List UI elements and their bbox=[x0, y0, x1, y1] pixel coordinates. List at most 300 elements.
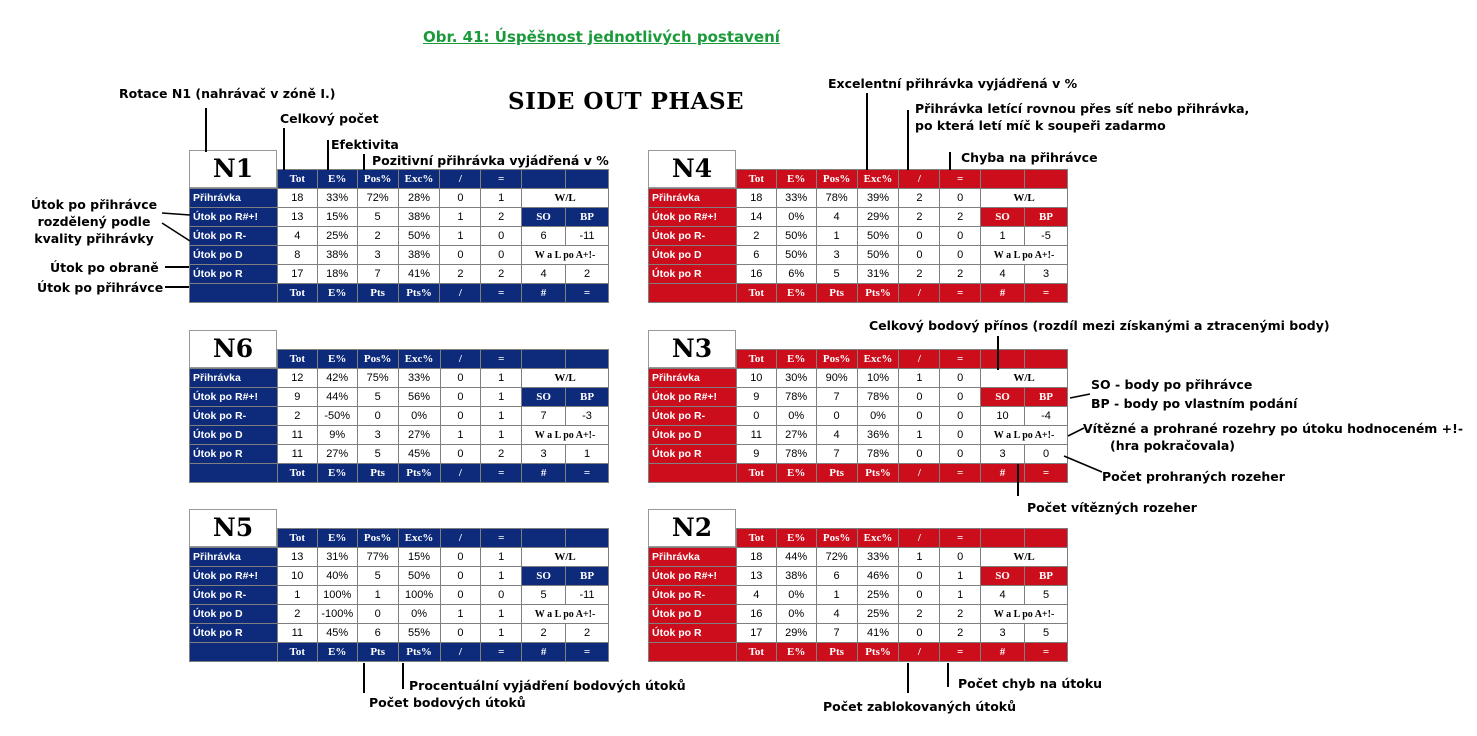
pointer-line bbox=[363, 154, 365, 170]
table-row bbox=[190, 265, 609, 284]
table-cell: 10 bbox=[277, 567, 317, 586]
wl-label: W/L bbox=[522, 189, 609, 208]
column-footer: / bbox=[440, 643, 481, 662]
table-cell: 7 bbox=[357, 265, 398, 284]
column-footer: Pts bbox=[816, 643, 857, 662]
annotation-line: Útok po přihrávce bbox=[30, 197, 158, 212]
table-cell: 0% bbox=[776, 208, 816, 227]
table-cell: 0 bbox=[899, 407, 940, 426]
losses-value: 5 bbox=[1025, 624, 1068, 643]
table-row bbox=[190, 567, 609, 586]
so-value: 10 bbox=[981, 407, 1025, 426]
rotation-name: N1 bbox=[189, 150, 277, 188]
table-cell: 33% bbox=[317, 189, 357, 208]
column-header: E% bbox=[776, 350, 816, 369]
figure-title: Obr. 41: Úspěšnost jednotlivých postavení bbox=[423, 28, 780, 46]
table-cell: 0 bbox=[736, 407, 776, 426]
table-cell: 13 bbox=[736, 567, 776, 586]
table-cell: 5 bbox=[816, 265, 857, 284]
column-header: = bbox=[481, 170, 522, 189]
column-footer: Tot bbox=[277, 284, 317, 303]
table-cell: 7 bbox=[816, 624, 857, 643]
table-cell: 15% bbox=[317, 208, 357, 227]
losses-value: 0 bbox=[1025, 445, 1068, 464]
bp-header: BP bbox=[1025, 388, 1068, 407]
rotation-name: N3 bbox=[648, 330, 736, 368]
table-cell: 0 bbox=[940, 445, 981, 464]
column-header: Pos% bbox=[816, 350, 857, 369]
column-footer: E% bbox=[776, 643, 816, 662]
table-cell: 38% bbox=[776, 567, 816, 586]
table-cell: 1 bbox=[481, 189, 522, 208]
table-cell: 1 bbox=[357, 586, 398, 605]
table-cell: 11 bbox=[277, 624, 317, 643]
table-cell: 78% bbox=[776, 388, 816, 407]
column-footer: E% bbox=[317, 464, 357, 483]
table-cell: 10% bbox=[857, 369, 899, 388]
annotation-bp: BP - body po vlastním podání bbox=[1091, 396, 1298, 411]
header-spacer bbox=[649, 170, 737, 189]
footer-spacer bbox=[190, 643, 278, 662]
column-footer: E% bbox=[776, 284, 816, 303]
so-header: SO bbox=[981, 208, 1025, 227]
pointer-line bbox=[402, 663, 404, 689]
table-cell: 39% bbox=[857, 189, 899, 208]
header-blank bbox=[566, 529, 609, 548]
table-cell: 11 bbox=[277, 426, 317, 445]
table-cell: 27% bbox=[776, 426, 816, 445]
row-label: Přihrávka bbox=[649, 369, 737, 388]
row-label: Útok po D bbox=[649, 605, 737, 624]
table-cell: 2 bbox=[440, 265, 481, 284]
column-header: Pos% bbox=[357, 529, 398, 548]
losses-value: 1 bbox=[566, 445, 609, 464]
table-cell: 6 bbox=[736, 246, 776, 265]
pointer-line bbox=[907, 663, 909, 693]
table-cell: 4 bbox=[816, 208, 857, 227]
table-cell: 9 bbox=[736, 388, 776, 407]
table-cell: 0 bbox=[481, 227, 522, 246]
table-cell: 15% bbox=[398, 548, 440, 567]
rotation-name: N5 bbox=[189, 509, 277, 547]
table-cell: 44% bbox=[776, 548, 816, 567]
footer-spacer bbox=[190, 464, 278, 483]
table-cell: 6 bbox=[357, 624, 398, 643]
row-label: Útok po R#+! bbox=[190, 567, 278, 586]
pointer-line bbox=[947, 663, 949, 687]
column-header: / bbox=[440, 350, 481, 369]
table-cell: 2 bbox=[940, 208, 981, 227]
table-cell: 100% bbox=[317, 586, 357, 605]
table-row bbox=[190, 445, 609, 464]
so-header: SO bbox=[522, 388, 566, 407]
table-cell: 18% bbox=[317, 265, 357, 284]
table-cell: 2 bbox=[899, 208, 940, 227]
column-header: Tot bbox=[277, 350, 317, 369]
table-cell: 1 bbox=[816, 227, 857, 246]
table-cell: 11 bbox=[736, 426, 776, 445]
so-header: SO bbox=[522, 567, 566, 586]
table-cell: 1 bbox=[481, 567, 522, 586]
table-row bbox=[649, 445, 1068, 464]
row-label: Útok po R#+! bbox=[190, 388, 278, 407]
table-cell: 0% bbox=[398, 605, 440, 624]
table-cell: 50% bbox=[398, 567, 440, 586]
column-footer: = bbox=[566, 643, 609, 662]
table-row bbox=[190, 208, 609, 227]
rotation-name: N2 bbox=[648, 509, 736, 547]
table-cell: 2 bbox=[899, 265, 940, 284]
column-footer: # bbox=[981, 284, 1025, 303]
table-cell: 50% bbox=[776, 246, 816, 265]
table-cell: 0 bbox=[899, 624, 940, 643]
table-cell: 0 bbox=[440, 388, 481, 407]
table-cell: 4 bbox=[816, 605, 857, 624]
row-label: Útok po R- bbox=[190, 407, 278, 426]
bp-value: -5 bbox=[1025, 227, 1068, 246]
column-header: / bbox=[899, 170, 940, 189]
table-cell: 100% bbox=[398, 586, 440, 605]
table-cell: 72% bbox=[816, 548, 857, 567]
column-footer: = bbox=[940, 464, 981, 483]
wl-label: W/L bbox=[981, 369, 1068, 388]
table-cell: 0 bbox=[899, 246, 940, 265]
table-row bbox=[649, 605, 1068, 624]
table-row bbox=[649, 388, 1068, 407]
column-header: = bbox=[940, 170, 981, 189]
table-cell: 41% bbox=[398, 265, 440, 284]
panel-n6 bbox=[189, 330, 609, 490]
column-header: E% bbox=[776, 170, 816, 189]
column-header: = bbox=[481, 529, 522, 548]
stats-table bbox=[648, 349, 1068, 483]
annotation-so: SO - body po přihrávce bbox=[1091, 377, 1253, 392]
column-footer: Tot bbox=[736, 464, 776, 483]
wins-value: 3 bbox=[981, 445, 1025, 464]
column-footer: # bbox=[981, 464, 1025, 483]
column-header: E% bbox=[317, 529, 357, 548]
bp-header: BP bbox=[566, 567, 609, 586]
annotation-viteznych: Počet vítězných rozeher bbox=[1027, 500, 1197, 515]
table-cell: 0 bbox=[481, 246, 522, 265]
column-header: Exc% bbox=[857, 350, 899, 369]
bp-value: -11 bbox=[566, 227, 609, 246]
table-cell: 0% bbox=[776, 605, 816, 624]
pointer-line bbox=[363, 663, 365, 693]
column-footer: Pts bbox=[816, 284, 857, 303]
table-cell: 9 bbox=[277, 388, 317, 407]
table-cell: 5 bbox=[357, 208, 398, 227]
panel-n4 bbox=[648, 150, 1068, 310]
column-footer: = bbox=[481, 284, 522, 303]
column-footer: Pts% bbox=[857, 284, 899, 303]
column-footer: Tot bbox=[736, 643, 776, 662]
table-cell: 0 bbox=[440, 369, 481, 388]
page-title: SIDE OUT PHASE bbox=[508, 88, 745, 115]
column-header: Exc% bbox=[857, 529, 899, 548]
so-value: 5 bbox=[522, 586, 566, 605]
column-header: Pos% bbox=[816, 170, 857, 189]
table-cell: 2 bbox=[481, 445, 522, 464]
table-cell: 18 bbox=[277, 189, 317, 208]
column-footer: = bbox=[940, 643, 981, 662]
table-cell: 2 bbox=[357, 227, 398, 246]
so-value: 1 bbox=[981, 227, 1025, 246]
table-cell: 1 bbox=[816, 586, 857, 605]
annotation-vitezne-2: (hra pokračovala) bbox=[1110, 438, 1236, 453]
table-cell: 0% bbox=[398, 407, 440, 426]
table-row bbox=[649, 586, 1068, 605]
pointer-line bbox=[283, 128, 285, 170]
table-cell: 36% bbox=[857, 426, 899, 445]
table-row bbox=[649, 246, 1068, 265]
pointer-arrow bbox=[1068, 390, 1092, 404]
wins-value: 4 bbox=[981, 265, 1025, 284]
column-footer: Pts bbox=[357, 464, 398, 483]
table-cell: 90% bbox=[816, 369, 857, 388]
table-cell: 2 bbox=[277, 605, 317, 624]
column-header: Exc% bbox=[857, 170, 899, 189]
table-cell: 50% bbox=[857, 246, 899, 265]
table-row bbox=[190, 246, 609, 265]
panel-n5 bbox=[189, 509, 609, 669]
column-footer: = bbox=[481, 464, 522, 483]
header-blank bbox=[566, 350, 609, 369]
table-cell: 7 bbox=[816, 388, 857, 407]
pointer-line bbox=[1017, 464, 1019, 496]
table-cell: 0% bbox=[776, 407, 816, 426]
table-footer bbox=[190, 643, 609, 662]
table-cell: 0 bbox=[440, 246, 481, 265]
column-footer: / bbox=[440, 464, 481, 483]
table-cell: 45% bbox=[398, 445, 440, 464]
column-header: Exc% bbox=[398, 350, 440, 369]
table-cell: 1 bbox=[481, 426, 522, 445]
table-footer bbox=[649, 284, 1068, 303]
header-blank bbox=[1025, 529, 1068, 548]
table-cell: 0 bbox=[816, 407, 857, 426]
row-label: Útok po R- bbox=[649, 586, 737, 605]
table-cell: 1 bbox=[481, 548, 522, 567]
bp-header: BP bbox=[1025, 567, 1068, 586]
table-cell: 1 bbox=[899, 369, 940, 388]
so-value: 4 bbox=[981, 586, 1025, 605]
table-row bbox=[190, 388, 609, 407]
table-cell: 0 bbox=[899, 567, 940, 586]
header-spacer bbox=[649, 529, 737, 548]
table-cell: 44% bbox=[317, 388, 357, 407]
column-footer: = bbox=[940, 284, 981, 303]
column-header: Tot bbox=[736, 170, 776, 189]
table-header bbox=[190, 350, 609, 369]
table-row bbox=[190, 189, 609, 208]
table-cell: 33% bbox=[857, 548, 899, 567]
table-row bbox=[649, 567, 1068, 586]
table-cell: 0 bbox=[940, 369, 981, 388]
table-cell: 56% bbox=[398, 388, 440, 407]
row-label: Přihrávka bbox=[649, 548, 737, 567]
table-footer bbox=[190, 284, 609, 303]
column-header: / bbox=[440, 170, 481, 189]
table-cell: 13 bbox=[277, 548, 317, 567]
table-cell: 78% bbox=[816, 189, 857, 208]
table-cell: 3 bbox=[357, 246, 398, 265]
column-footer: = bbox=[566, 464, 609, 483]
column-footer: = bbox=[1025, 464, 1068, 483]
column-header: Exc% bbox=[398, 170, 440, 189]
footer-spacer bbox=[649, 284, 737, 303]
table-cell: 17 bbox=[277, 265, 317, 284]
column-footer: Pts% bbox=[857, 643, 899, 662]
column-footer: Pts bbox=[357, 284, 398, 303]
pointer-arrow bbox=[1062, 452, 1104, 478]
table-cell: 1 bbox=[440, 227, 481, 246]
table-cell: 10 bbox=[736, 369, 776, 388]
table-cell: 78% bbox=[857, 445, 899, 464]
annotation-line: po která letí míč k soupeři zadarmo bbox=[915, 118, 1166, 133]
header-blank bbox=[981, 350, 1025, 369]
row-label: Útok po R#+! bbox=[190, 208, 278, 227]
header-spacer bbox=[649, 350, 737, 369]
panel-n2 bbox=[648, 509, 1068, 669]
table-cell: 7 bbox=[816, 445, 857, 464]
stats-table bbox=[189, 169, 609, 303]
column-footer: Tot bbox=[277, 464, 317, 483]
table-cell: 33% bbox=[776, 189, 816, 208]
row-label: Útok po R bbox=[190, 265, 278, 284]
table-cell: 1 bbox=[899, 426, 940, 445]
table-cell: 6 bbox=[816, 567, 857, 586]
row-label: Útok po R bbox=[649, 265, 737, 284]
table-cell: 3 bbox=[816, 246, 857, 265]
annotation-chyb-utoku: Počet chyb na útoku bbox=[958, 676, 1103, 691]
row-label: Přihrávka bbox=[649, 189, 737, 208]
column-header: = bbox=[940, 350, 981, 369]
table-cell: 0 bbox=[940, 189, 981, 208]
wl-label: W/L bbox=[522, 548, 609, 567]
pointer-line bbox=[165, 266, 189, 268]
row-label: Útok po R- bbox=[190, 586, 278, 605]
header-blank bbox=[522, 170, 566, 189]
rotation-name: N6 bbox=[189, 330, 277, 368]
column-footer: = bbox=[1025, 284, 1068, 303]
annotation-line: kvality přihrávky bbox=[34, 231, 154, 246]
row-label: Přihrávka bbox=[190, 369, 278, 388]
annotation-pozitivni: Pozitivní přihrávka vyjádřená v % bbox=[372, 153, 609, 168]
table-cell: 0% bbox=[776, 586, 816, 605]
row-label: Útok po R- bbox=[649, 227, 737, 246]
table-header bbox=[190, 529, 609, 548]
table-cell: 30% bbox=[776, 369, 816, 388]
annotation-zablokovanych: Počet zablokovaných útoků bbox=[823, 699, 1017, 714]
table-header bbox=[649, 350, 1068, 369]
losses-value: 2 bbox=[566, 265, 609, 284]
table-cell: 1 bbox=[481, 624, 522, 643]
row-label: Útok po D bbox=[190, 426, 278, 445]
table-cell: 0 bbox=[440, 624, 481, 643]
table-cell: 38% bbox=[398, 208, 440, 227]
table-cell: 0 bbox=[440, 445, 481, 464]
table-cell: 29% bbox=[776, 624, 816, 643]
row-label: Útok po R- bbox=[190, 227, 278, 246]
losses-value: 2 bbox=[566, 624, 609, 643]
table-cell: 27% bbox=[398, 426, 440, 445]
header-blank bbox=[1025, 170, 1068, 189]
table-cell: 0 bbox=[899, 445, 940, 464]
column-header: Tot bbox=[736, 350, 776, 369]
bp-value: 5 bbox=[1025, 586, 1068, 605]
table-cell: 4 bbox=[736, 586, 776, 605]
walp-label: W a L po A+!- bbox=[981, 426, 1068, 445]
table-cell: 0 bbox=[940, 548, 981, 567]
row-label: Útok po R bbox=[649, 445, 737, 464]
column-footer: Pts bbox=[816, 464, 857, 483]
table-cell: 2 bbox=[940, 605, 981, 624]
table-cell: 0 bbox=[899, 586, 940, 605]
table-cell: 5 bbox=[357, 445, 398, 464]
column-footer: Pts bbox=[357, 643, 398, 662]
row-label: Útok po D bbox=[649, 426, 737, 445]
column-header: / bbox=[899, 529, 940, 548]
table-row bbox=[190, 227, 609, 246]
bp-header: BP bbox=[566, 208, 609, 227]
table-cell: 1 bbox=[481, 605, 522, 624]
table-row bbox=[190, 426, 609, 445]
so-header: SO bbox=[981, 567, 1025, 586]
table-cell: 1 bbox=[481, 388, 522, 407]
column-footer: E% bbox=[776, 464, 816, 483]
table-cell: 0 bbox=[940, 426, 981, 445]
table-cell: 38% bbox=[317, 246, 357, 265]
column-footer: # bbox=[522, 284, 566, 303]
wins-value: 3 bbox=[981, 624, 1025, 643]
table-cell: 0 bbox=[940, 246, 981, 265]
annotation-prohranych: Počet prohraných rozeher bbox=[1102, 469, 1285, 484]
table-cell: 0 bbox=[357, 605, 398, 624]
table-cell: 14 bbox=[736, 208, 776, 227]
table-footer bbox=[190, 464, 609, 483]
row-label: Přihrávka bbox=[190, 189, 278, 208]
table-header bbox=[190, 170, 609, 189]
stats-table bbox=[648, 169, 1068, 303]
annotation-line: Přihrávka letící rovnou přes síť nebo přihrávka, bbox=[915, 101, 1250, 116]
table-cell: 6% bbox=[776, 265, 816, 284]
wl-label: W/L bbox=[981, 548, 1068, 567]
table-cell: 0% bbox=[857, 407, 899, 426]
table-cell: 12 bbox=[277, 369, 317, 388]
table-cell: 0 bbox=[440, 548, 481, 567]
table-cell: 50% bbox=[857, 227, 899, 246]
stats-table bbox=[189, 349, 609, 483]
row-label: Útok po D bbox=[649, 246, 737, 265]
table-cell: 31% bbox=[317, 548, 357, 567]
column-footer: Pts% bbox=[398, 643, 440, 662]
pointer-line bbox=[949, 152, 951, 170]
table-cell: 17 bbox=[736, 624, 776, 643]
pointer-line bbox=[165, 286, 189, 288]
table-cell: 77% bbox=[357, 548, 398, 567]
row-label: Útok po D bbox=[190, 605, 278, 624]
wins-value: 2 bbox=[522, 624, 566, 643]
column-header: = bbox=[481, 350, 522, 369]
table-header bbox=[649, 170, 1068, 189]
wl-label: W/L bbox=[981, 189, 1068, 208]
annotation-chyba-prihravce: Chyba na přihrávce bbox=[961, 150, 1098, 165]
pointer-line bbox=[205, 108, 207, 152]
stats-table bbox=[189, 528, 609, 662]
column-header: = bbox=[940, 529, 981, 548]
header-blank bbox=[1025, 350, 1068, 369]
